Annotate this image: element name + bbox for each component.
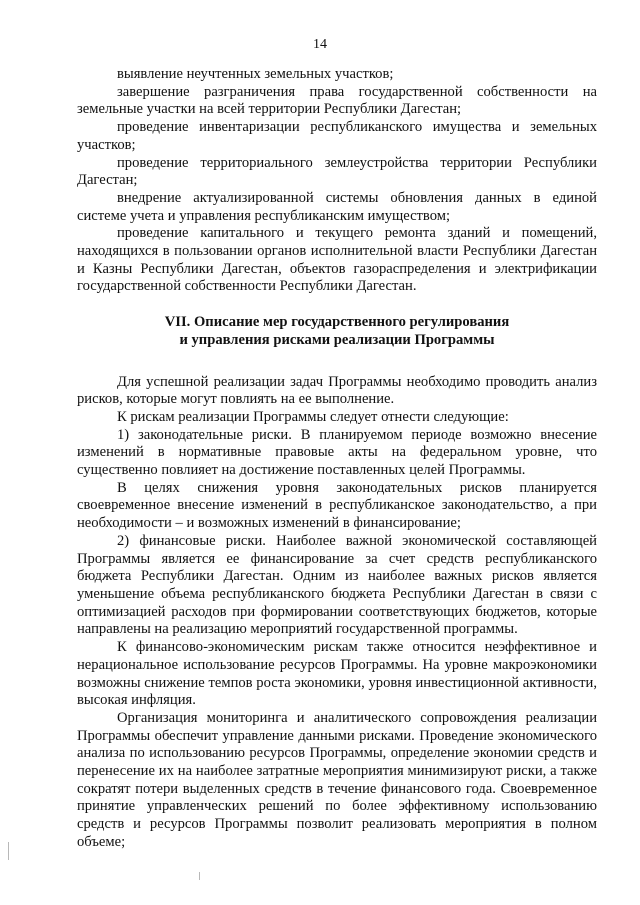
list-item: завершение разграничения права государственной собственности на земельные участки на всей территории Республики Дагестан; <box>77 83 597 118</box>
list-item: проведение территориального землеустройства территории Республики Дагестан; <box>77 154 597 189</box>
list-item: внедрение актуализированной системы обновления данных в единой системе учета и управления республиканским имуществом; <box>77 189 597 224</box>
paragraph: В целях снижения уровня законодательных рисков планируется своевременное внесение изменений в республиканское законодательство, а при необходимости – и возможных изменений в финансирование; <box>77 479 597 532</box>
section-title-line-2: и управления рисками реализации Программы <box>179 331 495 348</box>
list-item: проведение инвентаризации республиканского имущества и земельных участков; <box>77 119 597 153</box>
list-item: выявление неучтенных земельных участков; <box>117 66 394 82</box>
page-number: 14 <box>313 37 327 52</box>
document-body <box>77 66 597 852</box>
paragraph: К рискам реализации Программы следует отнести следующие: <box>117 408 509 425</box>
paragraph: Организация мониторинга и аналитического сопровождения реализации Программы обеспечит управление данными рисками. Проведение экономического анализа по использованию ресурсов Программы, определение экономии средств и перенесение их на наиболее затратные мероприятия минимизируют риски, а также сократят потери выделенных средств в течение финансового года. Своевременное принятие управленческих решений по более эффективному использованию средств и ресурсов Программы позволит реализовать мероприятия в полном объеме; <box>77 709 597 850</box>
section-heading <box>77 314 597 349</box>
list-item: проведение капитального и текущего ремонта зданий и помещений, находящихся в пользовании органов исполнительной власти Республики Дагестан и Казны Республики Дагестан, объектов газораспределения и электрификации государственной собственности Республики Дагестан. <box>77 225 597 295</box>
paragraph: Для успешной реализации задач Программы необходимо проводить анализ рисков, которые могут повлиять на ее выполнение. <box>77 373 597 408</box>
paragraph: К финансово-экономическим рискам также относится неэффективное и нерациональное использование ресурсов Программы. На уровне макроэкономики возможны снижение темпов роста экономики, уровня инвестиционной активности, высокая инфляция. <box>77 639 597 709</box>
scan-artifact-line <box>8 842 9 860</box>
paragraph: 1) законодательные риски. В планируемом периоде возможно внесение изменений в нормативные правовые акты на федеральном уровне, что существенно повлияет на достижение поставленных целей Программы. <box>77 426 597 479</box>
paragraph: 2) финансовые риски. Наиболее важной экономической составляющей Программы является ее финансирование за счет средств республиканского бюджета Республики Дагестан. Одним из наиболее важных рисков является уменьшение объема республиканского бюджета Республики Дагестан в связи с оптимизацией расходов при формировании соответствующих бюджетов, которые направлены на реализацию мероприятий государственной программы. <box>77 532 597 638</box>
section-title-line-1: VII. Описание мер государственного регулирования <box>164 314 510 331</box>
scan-artifact-line <box>199 872 200 880</box>
